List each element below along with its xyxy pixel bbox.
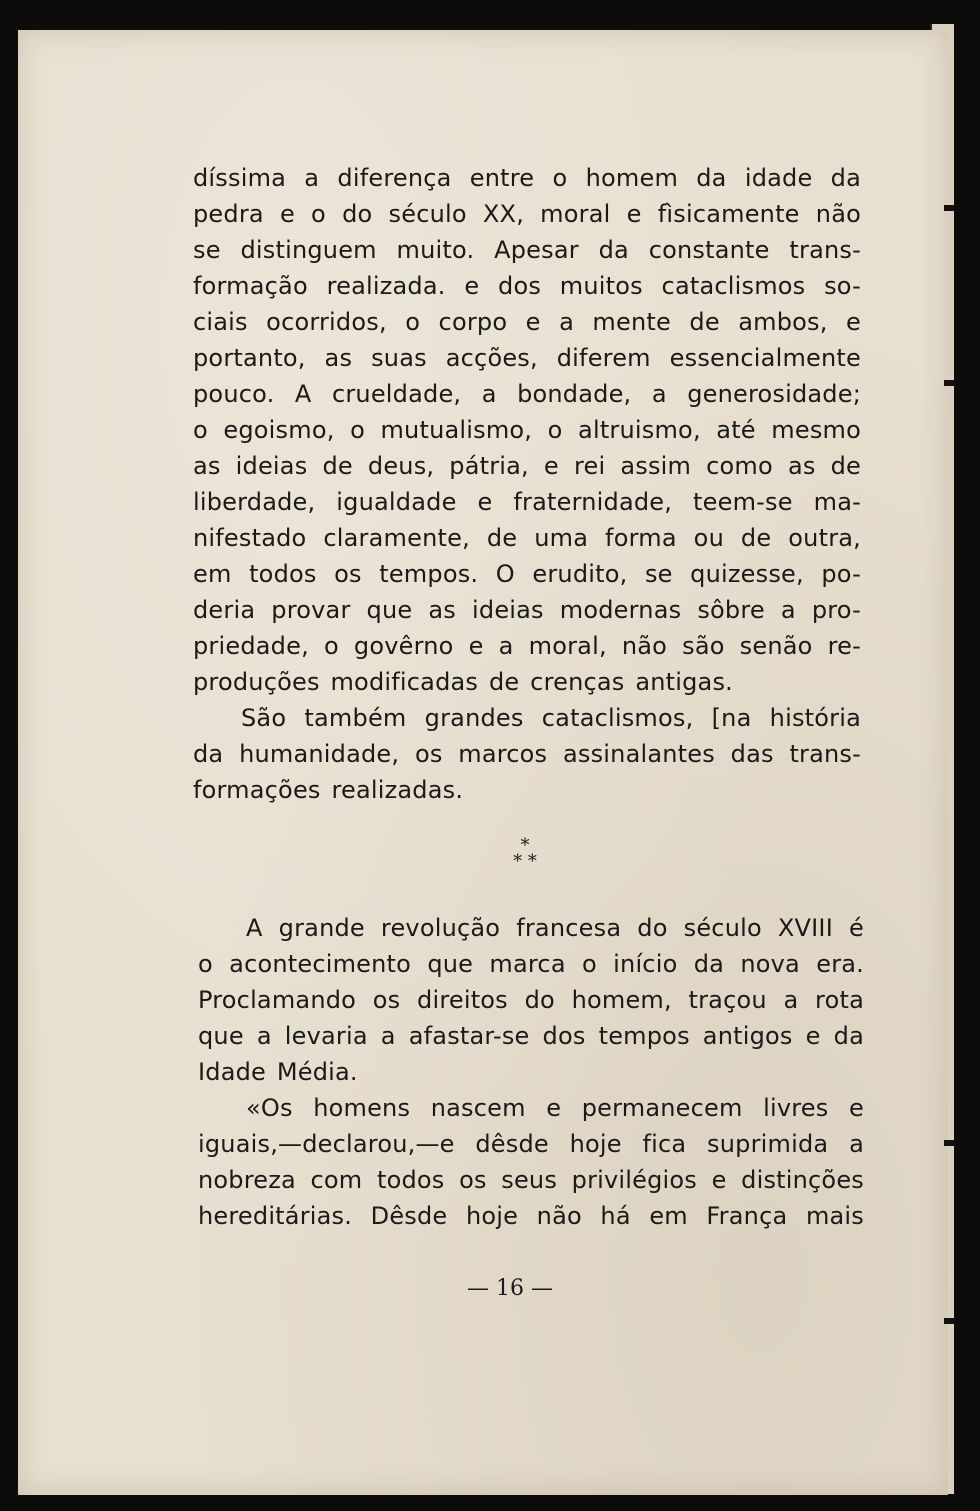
text-line: portanto, as suas acções, diferem essencialmente — [193, 344, 861, 372]
text-line: se distinguem muito. Apesar da constante trans- — [193, 236, 861, 264]
separator-asterisk-top: * — [520, 835, 530, 856]
text-line: deria provar que as ideias modernas sôbre a pro- — [193, 596, 861, 624]
text-line: o egoismo, o mutualismo, o altruismo, até mesmo — [193, 416, 861, 444]
paragraph-1 — [193, 160, 861, 808]
edge-mark — [944, 1318, 954, 1324]
text-line: «Os homens nascem e permanecem livres e — [246, 1094, 864, 1122]
edge-mark — [944, 1140, 954, 1146]
edge-mark — [944, 205, 954, 211]
text-line: nifestado claramente, de uma forma ou de outra, — [193, 524, 861, 552]
text-line: priedade, o govêrno e a moral, não são senão re- — [193, 632, 861, 660]
text-line: o acontecimento que marca o início da nova era. — [198, 950, 864, 978]
text-line: em todos os tempos. O erudito, se quizesse, po- — [193, 560, 861, 588]
text-line: formações realizadas. — [193, 776, 464, 804]
separator-asterisks-bottom: * * — [513, 851, 537, 872]
text-line: Proclamando os direitos do homem, traçou a rota — [198, 986, 864, 1014]
edge-mark — [944, 380, 954, 386]
text-line: formação realizada. e dos muitos cataclismos so- — [193, 272, 861, 300]
text-line: as ideias de deus, pátria, e rei assim como as de — [193, 452, 861, 480]
section-separator — [490, 835, 560, 872]
text-line: Idade Média. — [198, 1058, 358, 1086]
text-line: da humanidade, os marcos assinalantes das trans- — [193, 740, 861, 768]
text-line: ciais ocorridos, o corpo e a mente de ambos, e — [193, 308, 861, 336]
text-line: produções modificadas de crenças antigas. — [193, 668, 733, 696]
text-line: pedra e o do século XX, moral e fìsicamente não — [193, 200, 861, 228]
text-line: nobreza com todos os seus privilégios e distinções — [198, 1166, 864, 1194]
text-line: díssima a diferença entre o homem da idade da — [193, 164, 861, 192]
paragraph-3 — [198, 910, 864, 1234]
text-line: hereditárias. Dêsde hoje não há em França mais — [198, 1202, 864, 1230]
text-line: A grande revolução francesa do século XVIII é — [246, 914, 864, 942]
text-line: liberdade, igualdade e fraternidade, teem-se ma- — [193, 488, 861, 516]
text-line: pouco. A crueldade, a bondade, a generosidade; — [193, 380, 861, 408]
text-line: iguais,—declarou,—e dêsde hoje fica suprimida a — [198, 1130, 864, 1158]
page-number: — 16 — — [467, 1276, 553, 1301]
text-line: São também grandes cataclismos, [na história — [241, 704, 861, 732]
text-line: que a levaria a afastar-se dos tempos antigos e da — [198, 1022, 864, 1050]
